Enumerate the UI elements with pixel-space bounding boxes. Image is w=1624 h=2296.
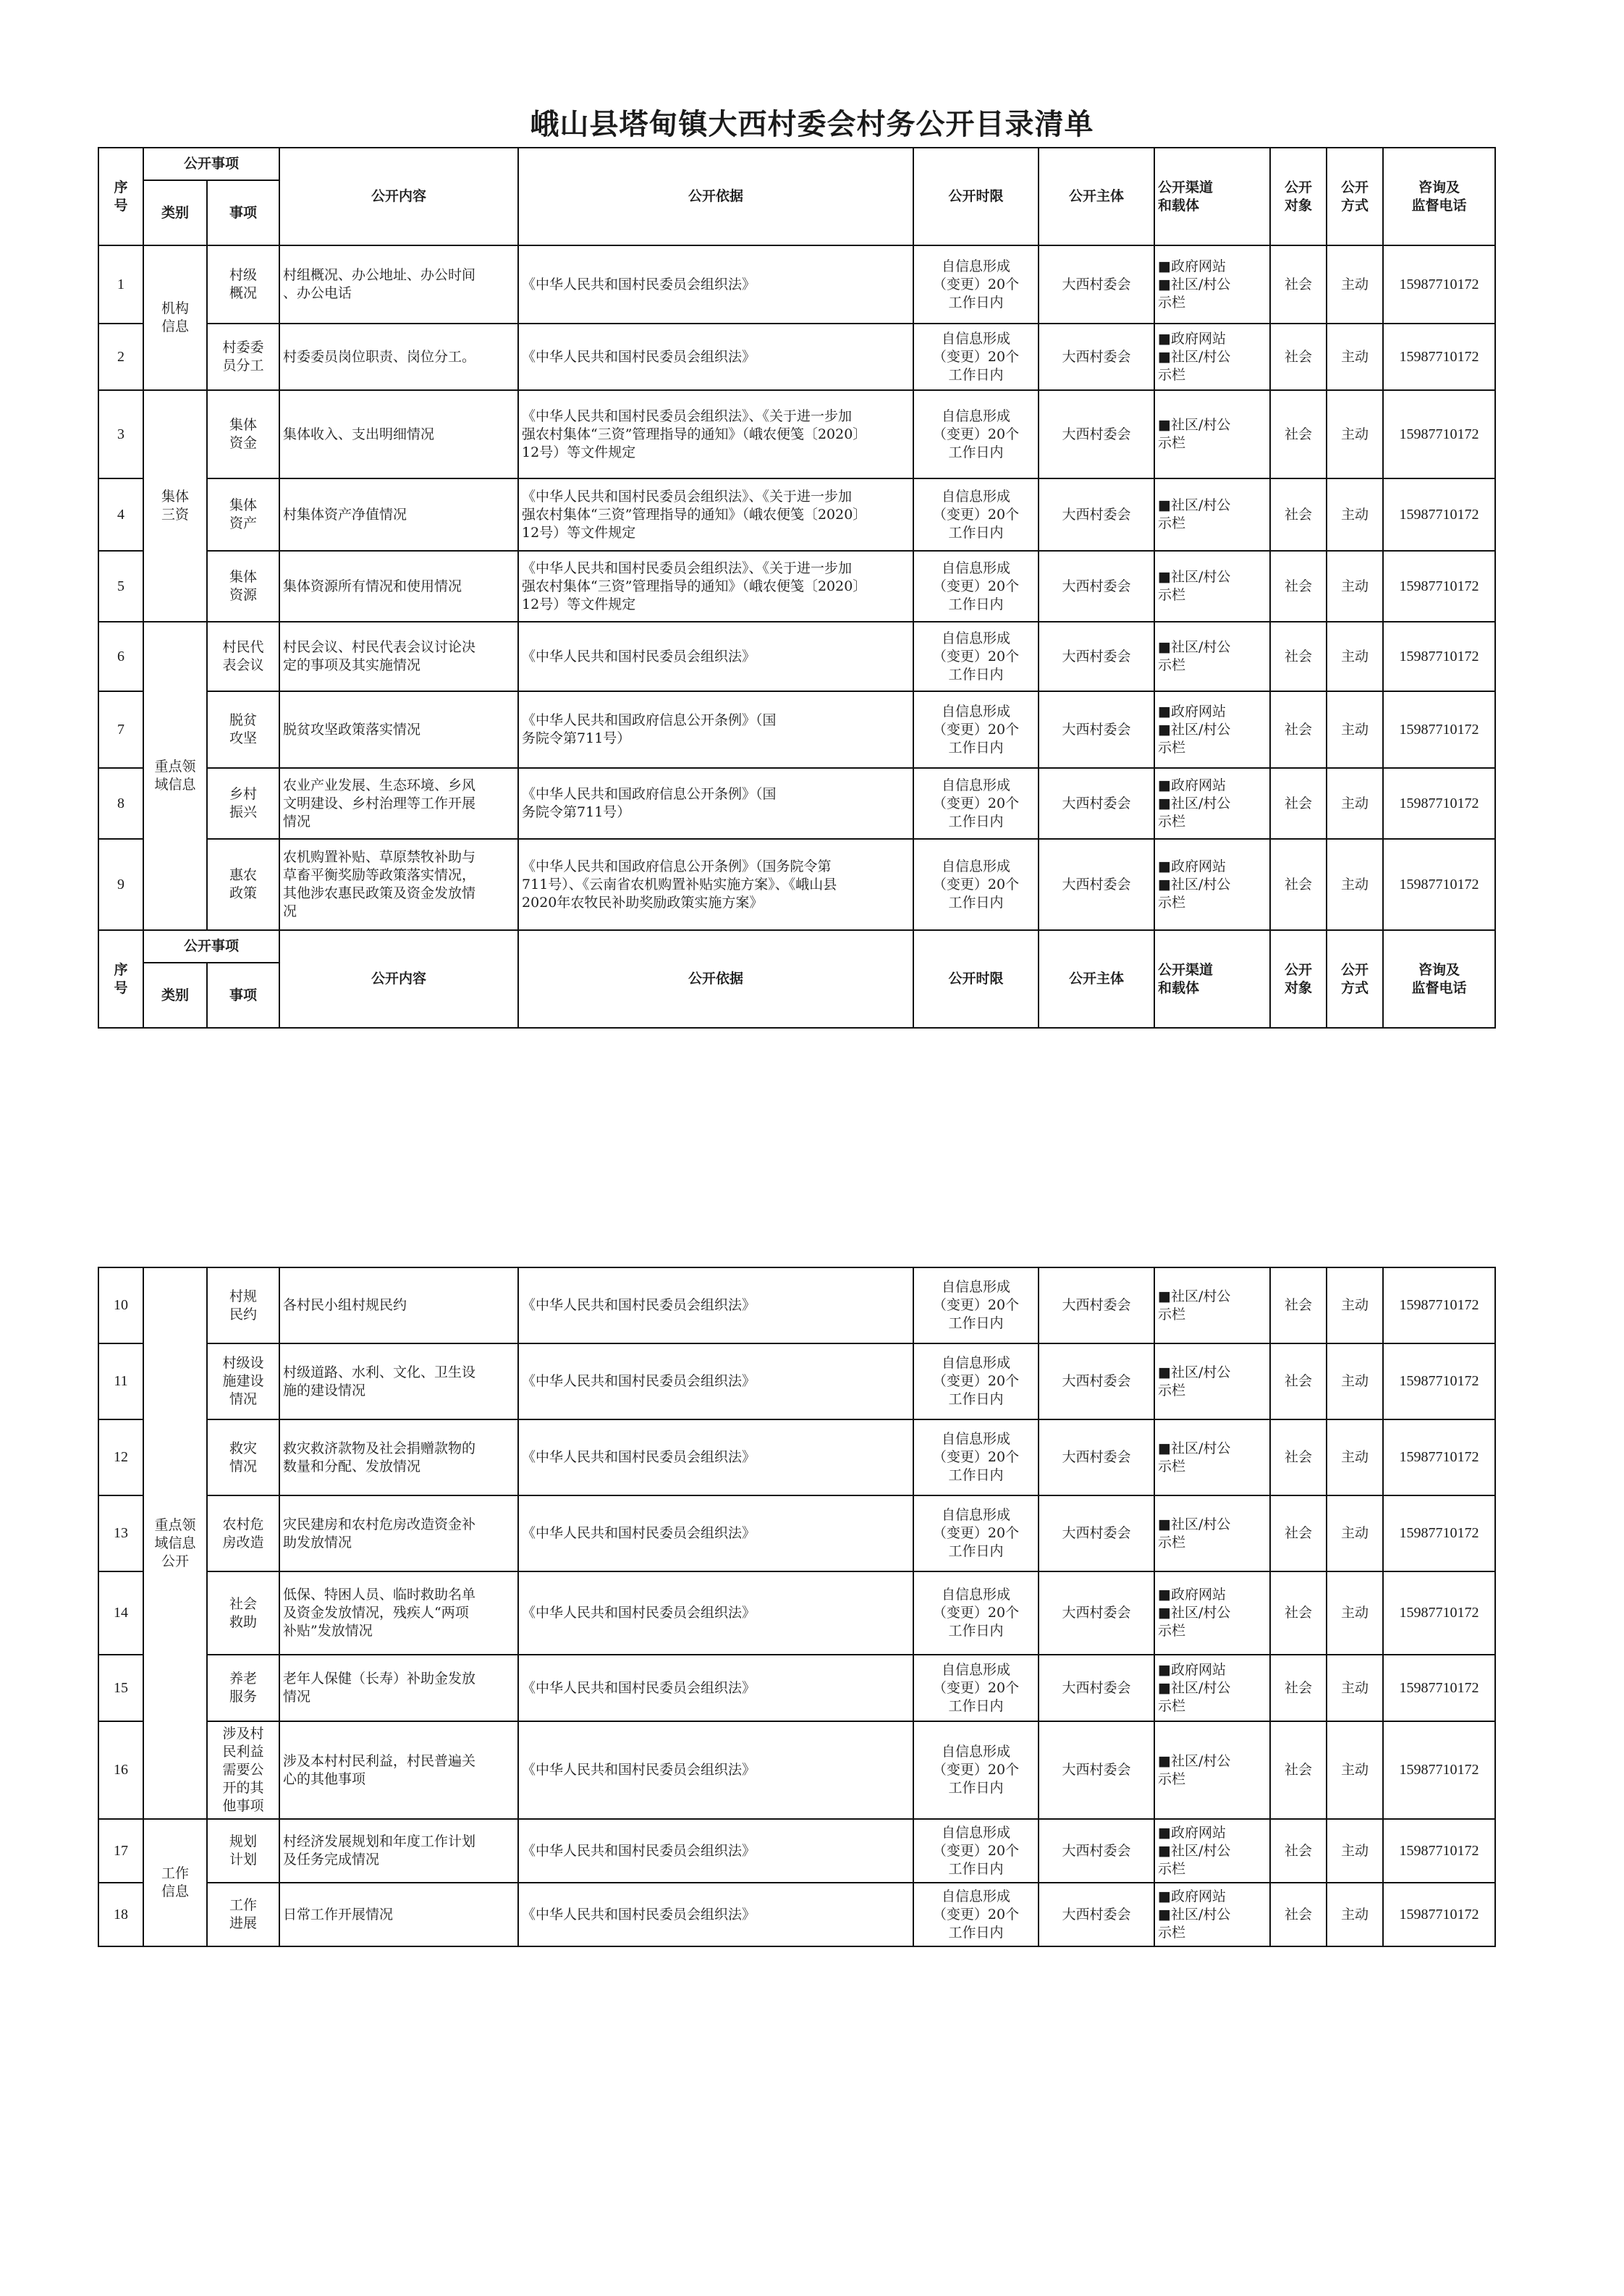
mode-cell: 主动 xyxy=(1327,551,1383,622)
time-cell: 自信息形成 （变更）20个 工作日内 xyxy=(913,622,1039,691)
content-cell: 各村民小组村规民约 xyxy=(279,1267,518,1343)
table-row xyxy=(98,691,1495,768)
row-number: 15 xyxy=(98,1655,143,1721)
channel-cell: ■社区/村公 示栏 xyxy=(1154,1343,1270,1419)
row-number: 3 xyxy=(98,390,143,478)
item-cell: 集体 资源 xyxy=(207,551,279,622)
content-cell: 老年人保健（长寿）补助金发放 情况 xyxy=(279,1655,518,1721)
col-header-shixiang: 事项 xyxy=(207,963,279,1028)
table-row xyxy=(98,1419,1495,1495)
col-header-gongkai-shixiang: 公开事项 xyxy=(143,148,279,180)
mode-cell: 主动 xyxy=(1327,1419,1383,1495)
col-header-neirong: 公开内容 xyxy=(279,148,518,245)
content-cell: 村委委员岗位职责、岗位分工。 xyxy=(279,324,518,390)
row-number: 9 xyxy=(98,839,143,930)
row-number: 8 xyxy=(98,768,143,839)
basis-cell: 《中华人民共和国村民委员会组织法》 xyxy=(518,1495,913,1571)
phone-cell: 15987710172 xyxy=(1383,245,1495,324)
item-cell: 工作 进展 xyxy=(207,1883,279,1946)
time-cell: 自信息形成 （变更）20个 工作日内 xyxy=(913,551,1039,622)
col-header-dianhua: 咨询及 监督电话 xyxy=(1383,148,1495,245)
phone-cell: 15987710172 xyxy=(1383,1419,1495,1495)
channel-cell: ■政府网站 ■社区/村公 示栏 xyxy=(1154,245,1270,324)
row-number: 5 xyxy=(98,551,143,622)
channel-cell: ■政府网站 ■社区/村公 示栏 xyxy=(1154,1819,1270,1883)
item-cell: 集体 资产 xyxy=(207,478,279,551)
col-header-gongkai-shixiang: 公开事项 xyxy=(143,930,279,963)
target-cell: 社会 xyxy=(1270,1819,1327,1883)
row-number: 14 xyxy=(98,1571,143,1655)
subject-cell: 大西村委会 xyxy=(1039,1721,1154,1819)
basis-cell: 《中华人民共和国政府信息公开条例》（国 务院令第711号） xyxy=(518,691,913,768)
col-header-neirong: 公开内容 xyxy=(279,930,518,1028)
channel-cell: ■社区/村公 示栏 xyxy=(1154,1267,1270,1343)
time-cell: 自信息形成 （变更）20个 工作日内 xyxy=(913,478,1039,551)
mode-cell: 主动 xyxy=(1327,1571,1383,1655)
row-number: 7 xyxy=(98,691,143,768)
phone-cell: 15987710172 xyxy=(1383,1883,1495,1946)
row-number: 18 xyxy=(98,1883,143,1946)
phone-cell: 15987710172 xyxy=(1383,1819,1495,1883)
mode-cell: 主动 xyxy=(1327,691,1383,768)
subject-cell: 大西村委会 xyxy=(1039,245,1154,324)
target-cell: 社会 xyxy=(1270,1655,1327,1721)
col-header-xuhao: 序 号 xyxy=(98,148,143,245)
category-cell: 重点领 域信息 公开 xyxy=(143,1267,207,1819)
col-header-duixiang: 公开 对象 xyxy=(1270,930,1327,1028)
item-cell: 村规 民约 xyxy=(207,1267,279,1343)
subject-cell: 大西村委会 xyxy=(1039,1495,1154,1571)
col-header-shixian: 公开时限 xyxy=(913,930,1039,1028)
row-number: 13 xyxy=(98,1495,143,1571)
phone-cell: 15987710172 xyxy=(1383,1655,1495,1721)
subject-cell: 大西村委会 xyxy=(1039,1819,1154,1883)
item-cell: 农村危 房改造 xyxy=(207,1495,279,1571)
subject-cell: 大西村委会 xyxy=(1039,622,1154,691)
time-cell: 自信息形成 （变更）20个 工作日内 xyxy=(913,1819,1039,1883)
mode-cell: 主动 xyxy=(1327,478,1383,551)
target-cell: 社会 xyxy=(1270,1495,1327,1571)
content-cell: 涉及本村村民利益，村民普遍关 心的其他事项 xyxy=(279,1721,518,1819)
channel-cell: ■社区/村公 示栏 xyxy=(1154,1495,1270,1571)
basis-cell: 《中华人民共和国村民委员会组织法》 xyxy=(518,1267,913,1343)
target-cell: 社会 xyxy=(1270,324,1327,390)
mode-cell: 主动 xyxy=(1327,622,1383,691)
channel-cell: ■社区/村公 示栏 xyxy=(1154,478,1270,551)
phone-cell: 15987710172 xyxy=(1383,324,1495,390)
mode-cell: 主动 xyxy=(1327,1883,1383,1946)
table-row xyxy=(98,551,1495,622)
subject-cell: 大西村委会 xyxy=(1039,1267,1154,1343)
time-cell: 自信息形成 （变更）20个 工作日内 xyxy=(913,768,1039,839)
subject-cell: 大西村委会 xyxy=(1039,1343,1154,1419)
phone-cell: 15987710172 xyxy=(1383,551,1495,622)
table-row xyxy=(98,390,1495,478)
mode-cell: 主动 xyxy=(1327,1495,1383,1571)
col-header-dianhua: 咨询及 监督电话 xyxy=(1383,930,1495,1028)
channel-cell: ■政府网站 ■社区/村公 示栏 xyxy=(1154,1655,1270,1721)
time-cell: 自信息形成 （变更）20个 工作日内 xyxy=(913,1419,1039,1495)
row-number: 10 xyxy=(98,1267,143,1343)
col-header-shixiang: 事项 xyxy=(207,180,279,245)
row-number: 6 xyxy=(98,622,143,691)
content-cell: 集体资源所有情况和使用情况 xyxy=(279,551,518,622)
content-cell: 日常工作开展情况 xyxy=(279,1883,518,1946)
mode-cell: 主动 xyxy=(1327,768,1383,839)
target-cell: 社会 xyxy=(1270,768,1327,839)
content-cell: 集体收入、支出明细情况 xyxy=(279,390,518,478)
phone-cell: 15987710172 xyxy=(1383,691,1495,768)
basis-cell: 《中华人民共和国村民委员会组织法》 xyxy=(518,1819,913,1883)
mode-cell: 主动 xyxy=(1327,839,1383,930)
col-header-leibie: 类别 xyxy=(143,963,207,1028)
target-cell: 社会 xyxy=(1270,478,1327,551)
basis-cell: 《中华人民共和国村民委员会组织法》、《关于进一步加 强农村集体“三资”管理指导的通知》（峨农便笺〔2020〕 12号）等文件规定 xyxy=(518,551,913,622)
table-row xyxy=(98,478,1495,551)
target-cell: 社会 xyxy=(1270,1571,1327,1655)
category-cell: 集体 三资 xyxy=(143,390,207,622)
content-cell: 村级道路、水利、文化、卫生设 施的建设情况 xyxy=(279,1343,518,1419)
item-cell: 脱贫 攻坚 xyxy=(207,691,279,768)
content-cell: 低保、特困人员、临时救助名单 及资金发放情况，残疾人“两项 补贴”发放情况 xyxy=(279,1571,518,1655)
subject-cell: 大西村委会 xyxy=(1039,768,1154,839)
item-cell: 养老 服务 xyxy=(207,1655,279,1721)
mode-cell: 主动 xyxy=(1327,1343,1383,1419)
content-cell: 灾民建房和农村危房改造资金补 助发放情况 xyxy=(279,1495,518,1571)
time-cell: 自信息形成 （变更）20个 工作日内 xyxy=(913,1883,1039,1946)
basis-cell: 《中华人民共和国村民委员会组织法》 xyxy=(518,1883,913,1946)
item-cell: 村级设 施建设 情况 xyxy=(207,1343,279,1419)
mode-cell: 主动 xyxy=(1327,324,1383,390)
table-row xyxy=(98,1655,1495,1721)
col-header-yiju: 公开依据 xyxy=(518,930,913,1028)
item-cell: 乡村 振兴 xyxy=(207,768,279,839)
basis-cell: 《中华人民共和国村民委员会组织法》 xyxy=(518,622,913,691)
subject-cell: 大西村委会 xyxy=(1039,1571,1154,1655)
header-row xyxy=(98,148,1495,180)
basis-cell: 《中华人民共和国村民委员会组织法》、《关于进一步加 强农村集体“三资”管理指导的通知》（峨农便笺〔2020〕 12号）等文件规定 xyxy=(518,390,913,478)
phone-cell: 15987710172 xyxy=(1383,768,1495,839)
phone-cell: 15987710172 xyxy=(1383,478,1495,551)
subject-cell: 大西村委会 xyxy=(1039,691,1154,768)
table-row xyxy=(98,1495,1495,1571)
item-cell: 涉及村 民利益 需要公 开的其 他事项 xyxy=(207,1721,279,1819)
item-cell: 惠农 政策 xyxy=(207,839,279,930)
phone-cell: 15987710172 xyxy=(1383,1571,1495,1655)
channel-cell: ■社区/村公 示栏 xyxy=(1154,390,1270,478)
item-cell: 集体 资金 xyxy=(207,390,279,478)
basis-cell: 《中华人民共和国村民委员会组织法》 xyxy=(518,1571,913,1655)
item-cell: 村民代 表会议 xyxy=(207,622,279,691)
content-cell: 脱贫攻坚政策落实情况 xyxy=(279,691,518,768)
target-cell: 社会 xyxy=(1270,839,1327,930)
basis-cell: 《中华人民共和国政府信息公开条例》（国务院令第 711号）、《云南省农机购置补贴实施方案》、《峨山县 2020年农牧民补助奖励政策实施方案》 xyxy=(518,839,913,930)
content-cell: 救灾救济款物及社会捐赠款物的 数量和分配、发放情况 xyxy=(279,1419,518,1495)
subject-cell: 大西村委会 xyxy=(1039,551,1154,622)
row-number: 12 xyxy=(98,1419,143,1495)
item-cell: 社会 救助 xyxy=(207,1571,279,1655)
time-cell: 自信息形成 （变更）20个 工作日内 xyxy=(913,1495,1039,1571)
subject-cell: 大西村委会 xyxy=(1039,839,1154,930)
channel-cell: ■政府网站 ■社区/村公 示栏 xyxy=(1154,839,1270,930)
mode-cell: 主动 xyxy=(1327,390,1383,478)
col-header-zhuti: 公开主体 xyxy=(1039,930,1154,1028)
phone-cell: 15987710172 xyxy=(1383,1495,1495,1571)
header-row xyxy=(98,930,1495,963)
table-row xyxy=(98,324,1495,390)
time-cell: 自信息形成 （变更）20个 工作日内 xyxy=(913,691,1039,768)
target-cell: 社会 xyxy=(1270,1267,1327,1343)
mode-cell: 主动 xyxy=(1327,245,1383,324)
col-header-fangshi: 公开 方式 xyxy=(1327,930,1383,1028)
col-header-leibie: 类别 xyxy=(143,180,207,245)
table-row xyxy=(98,245,1495,324)
col-header-xuhao: 序 号 xyxy=(98,930,143,1028)
target-cell: 社会 xyxy=(1270,551,1327,622)
subject-cell: 大西村委会 xyxy=(1039,1883,1154,1946)
time-cell: 自信息形成 （变更）20个 工作日内 xyxy=(913,390,1039,478)
basis-cell: 《中华人民共和国政府信息公开条例》（国 务院令第711号） xyxy=(518,768,913,839)
category-cell: 重点领 域信息 xyxy=(143,622,207,930)
table-row xyxy=(98,1343,1495,1419)
mode-cell: 主动 xyxy=(1327,1267,1383,1343)
table-row xyxy=(98,1819,1495,1883)
target-cell: 社会 xyxy=(1270,1343,1327,1419)
target-cell: 社会 xyxy=(1270,1419,1327,1495)
subject-cell: 大西村委会 xyxy=(1039,324,1154,390)
time-cell: 自信息形成 （变更）20个 工作日内 xyxy=(913,1571,1039,1655)
col-header-duixiang: 公开 对象 xyxy=(1270,148,1327,245)
item-cell: 村级 概况 xyxy=(207,245,279,324)
table-row xyxy=(98,768,1495,839)
channel-cell: ■政府网站 ■社区/村公 示栏 xyxy=(1154,691,1270,768)
row-number: 1 xyxy=(98,245,143,324)
category-cell: 机构 信息 xyxy=(143,245,207,390)
time-cell: 自信息形成 （变更）20个 工作日内 xyxy=(913,839,1039,930)
col-header-shixian: 公开时限 xyxy=(913,148,1039,245)
phone-cell: 15987710172 xyxy=(1383,839,1495,930)
row-number: 17 xyxy=(98,1819,143,1883)
col-header-qudao: 公开渠道 和载体 xyxy=(1154,930,1270,1028)
time-cell: 自信息形成 （变更）20个 工作日内 xyxy=(913,324,1039,390)
mode-cell: 主动 xyxy=(1327,1819,1383,1883)
channel-cell: ■政府网站 ■社区/村公 示栏 xyxy=(1154,768,1270,839)
subject-cell: 大西村委会 xyxy=(1039,478,1154,551)
basis-cell: 《中华人民共和国村民委员会组织法》 xyxy=(518,1419,913,1495)
row-number: 2 xyxy=(98,324,143,390)
time-cell: 自信息形成 （变更）20个 工作日内 xyxy=(913,245,1039,324)
channel-cell: ■社区/村公 示栏 xyxy=(1154,551,1270,622)
basis-cell: 《中华人民共和国村民委员会组织法》 xyxy=(518,1721,913,1819)
target-cell: 社会 xyxy=(1270,1721,1327,1819)
phone-cell: 15987710172 xyxy=(1383,1721,1495,1819)
basis-cell: 《中华人民共和国村民委员会组织法》 xyxy=(518,1655,913,1721)
disclosure-table-page2 xyxy=(98,1267,1496,1947)
target-cell: 社会 xyxy=(1270,245,1327,324)
table-row xyxy=(98,1267,1495,1343)
item-cell: 村委委 员分工 xyxy=(207,324,279,390)
content-cell: 村集体资产净值情况 xyxy=(279,478,518,551)
content-cell: 农业产业发展、生态环境、乡风 文明建设、乡村治理等工作开展 情况 xyxy=(279,768,518,839)
basis-cell: 《中华人民共和国村民委员会组织法》 xyxy=(518,1343,913,1419)
table-row xyxy=(98,1883,1495,1946)
time-cell: 自信息形成 （变更）20个 工作日内 xyxy=(913,1343,1039,1419)
target-cell: 社会 xyxy=(1270,390,1327,478)
channel-cell: ■政府网站 ■社区/村公 示栏 xyxy=(1154,324,1270,390)
col-header-zhuti: 公开主体 xyxy=(1039,148,1154,245)
target-cell: 社会 xyxy=(1270,622,1327,691)
item-cell: 救灾 情况 xyxy=(207,1419,279,1495)
channel-cell: ■政府网站 ■社区/村公 示栏 xyxy=(1154,1883,1270,1946)
row-number: 4 xyxy=(98,478,143,551)
basis-cell: 《中华人民共和国村民委员会组织法》 xyxy=(518,245,913,324)
content-cell: 村组概况、办公地址、办公时间 、办公电话 xyxy=(279,245,518,324)
target-cell: 社会 xyxy=(1270,691,1327,768)
subject-cell: 大西村委会 xyxy=(1039,1419,1154,1495)
row-number: 11 xyxy=(98,1343,143,1419)
mode-cell: 主动 xyxy=(1327,1721,1383,1819)
category-cell: 工作 信息 xyxy=(143,1819,207,1946)
col-header-fangshi: 公开 方式 xyxy=(1327,148,1383,245)
time-cell: 自信息形成 （变更）20个 工作日内 xyxy=(913,1655,1039,1721)
time-cell: 自信息形成 （变更）20个 工作日内 xyxy=(913,1721,1039,1819)
channel-cell: ■政府网站 ■社区/村公 示栏 xyxy=(1154,1571,1270,1655)
table-row xyxy=(98,839,1495,930)
mode-cell: 主动 xyxy=(1327,1655,1383,1721)
content-cell: 村经济发展规划和年度工作计划 及任务完成情况 xyxy=(279,1819,518,1883)
time-cell: 自信息形成 （变更）20个 工作日内 xyxy=(913,1267,1039,1343)
disclosure-table-page1 xyxy=(98,147,1496,1029)
phone-cell: 15987710172 xyxy=(1383,1343,1495,1419)
item-cell: 规划 计划 xyxy=(207,1819,279,1883)
table-row xyxy=(98,622,1495,691)
row-number: 16 xyxy=(98,1721,143,1819)
table-row xyxy=(98,1571,1495,1655)
target-cell: 社会 xyxy=(1270,1883,1327,1946)
phone-cell: 15987710172 xyxy=(1383,622,1495,691)
channel-cell: ■社区/村公 示栏 xyxy=(1154,1721,1270,1819)
basis-cell: 《中华人民共和国村民委员会组织法》 xyxy=(518,324,913,390)
table-row xyxy=(98,1721,1495,1819)
page-title: 峨山县塔甸镇大西村委会村务公开目录清单 xyxy=(530,107,1094,141)
col-header-yiju: 公开依据 xyxy=(518,148,913,245)
subject-cell: 大西村委会 xyxy=(1039,1655,1154,1721)
col-header-qudao: 公开渠道 和载体 xyxy=(1154,148,1270,245)
phone-cell: 15987710172 xyxy=(1383,1267,1495,1343)
subject-cell: 大西村委会 xyxy=(1039,390,1154,478)
channel-cell: ■社区/村公 示栏 xyxy=(1154,1419,1270,1495)
content-cell: 农机购置补贴、草原禁牧补助与 草畜平衡奖励等政策落实情况， 其他涉农惠民政策及资金发放情 况 xyxy=(279,839,518,930)
phone-cell: 15987710172 xyxy=(1383,390,1495,478)
channel-cell: ■社区/村公 示栏 xyxy=(1154,622,1270,691)
basis-cell: 《中华人民共和国村民委员会组织法》、《关于进一步加 强农村集体“三资”管理指导的通知》（峨农便笺〔2020〕 12号）等文件规定 xyxy=(518,478,913,551)
content-cell: 村民会议、村民代表会议讨论决 定的事项及其实施情况 xyxy=(279,622,518,691)
